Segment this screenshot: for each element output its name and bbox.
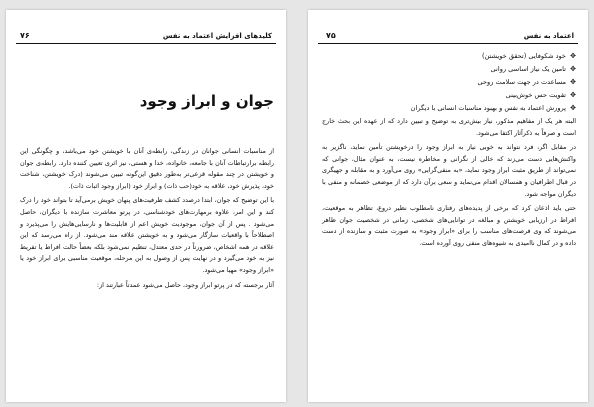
bullet-item [322, 89, 576, 102]
left-page-number: ۷۶ [20, 31, 30, 40]
bullet-text: پرورش اعتماد به نفس و بهبود مناسبات انسانی با دیگران [410, 104, 566, 112]
bullet-text: تقویت حس خوش‌بینی [505, 91, 566, 99]
cross-bullet-icon: ✥ [570, 52, 576, 60]
bullet-list [322, 50, 576, 115]
bullet-item [322, 50, 576, 63]
left-page-content [20, 92, 274, 294]
right-page-number: ۷۵ [326, 31, 336, 40]
right-page [308, 10, 588, 402]
left-page [6, 10, 286, 402]
chapter-title: جوان و ابراز وجود [139, 92, 274, 110]
right-page-header [318, 30, 578, 44]
right-page-content [322, 50, 576, 253]
cross-bullet-icon: ✥ [570, 104, 576, 112]
paragraph: با این توضیح که جوان، ابتدا درصدد کشف ظرفیت‌های پنهان خویش برمی‌آید تا بتواند خود را درک کند و این امر، علاوه برمهارت‌های خودشناسی، در پرتو معاشرت سازنده با دیگران، حاصل می‌شود . پس از آن جوان، موجودیت خویش اعم از قابلیت‌ها و نارسایی‌هایش را می‌پذیرد و اصطلاحاً با واقعیات سازگار می‌شود و به خویشتن علاقه مند می‌شود. از راه می‌رسد که این علاقه در همه اشخاص، ضرورتاً در حدی معتدل، تنظیم نمی‌شود بلکه بعضاً حالت افراط یا تفریط نیز به خود می‌گیرد و در نهایت پس از وصول به این مرحله، موقعیت مناسبی برای ابراز خود یا «ابراز وجود» مهیا می‌شود. [20, 196, 274, 274]
paragraph: در مقابل اگر، فرد نتواند به خوبی نیاز به ابراز وجود را درخویشتن تأمین نماید، ناگزیر به واکنش‌هایی دست می‌زند که خالی از نگرانی و مخاطره نیست، به عنوان مثال، جوانی که نمی‌تواند از طریق مثبت ابراز وجود نماید، «به منفی‌گرایی» روی می‌آورد و به مقابله و جهیگری در قبال اطرافیان و همسالان اقدام می‌نماید و سعی برآن دارد که از موضعی خصمانه و منفی با دیگران مواجه شود. [322, 143, 576, 198]
paragraph: حتی باید اذعان کرد که برخی از پدیده‌های رفتاری نامطلوب نظیر دروغ، تظاهر به موقعیت، افراط در ارزیابی خویشتن و مبالغه در توانایی‌های شخصی، زمانی در شخصیت جوان ظاهر می‌شوند که وی فرصت‌های مناسب را برای «ابراز وجود» به صورت مثبت و سازنده از دست داده و در کمال ناامیدی به شیوه‌های منفی روی آورده است. [322, 204, 576, 247]
right-running-title: اعتماد به نفس [523, 32, 574, 40]
bullet-item [322, 63, 576, 76]
cross-bullet-icon: ✥ [570, 91, 576, 99]
paragraph: آثار برجسته که در پرتو ابراز وجود، حاصل می‌شود عمدتاً عبارتند از: [96, 280, 274, 289]
paragraph: از مناسبات انسانی جوانان در زندگی، رابطه‌ی آنان با خویشتن خود می‌باشد، و چگونگی این رابطه برارتباطات آنان با جامعه، خانواده، خدا و هستی، نیز اثری تعیین کننده دارد. رابطه‌ی جوان و خویشتن در چند مقوله قرعی‌تر به‌طور دقیق این‌گونه تبیین می‌شوند (درک خویشتن، شناخت خود، پذیرش خود، علاقه به خود(حب ذات) و ابراز خود (ابراز وجود اثبات ذات). [20, 147, 274, 190]
cross-bullet-icon: ✥ [570, 65, 576, 73]
bullet-item [322, 76, 576, 89]
left-running-title: کلیدهای افزایش اعتماد به نفس [162, 32, 272, 40]
left-page-header [16, 30, 276, 44]
cross-bullet-icon: ✥ [570, 78, 576, 86]
bullet-item [322, 102, 576, 115]
paragraph: البته هر یک از مفاهیم مذکور، نیاز بیش‌تری به توضیح و تبیین دارد که از عهده این بحث خارج است و صرفاً به ذکرآثار اکتفا می‌شود. [322, 117, 576, 137]
bullet-text: تامین یک نیاز اساسی روانی [490, 65, 566, 73]
bullet-text: مساعدت در جهت سلامت روحی [477, 78, 566, 86]
bullet-text: خود شکوفایی (تحقق خویشتن) [481, 52, 566, 60]
